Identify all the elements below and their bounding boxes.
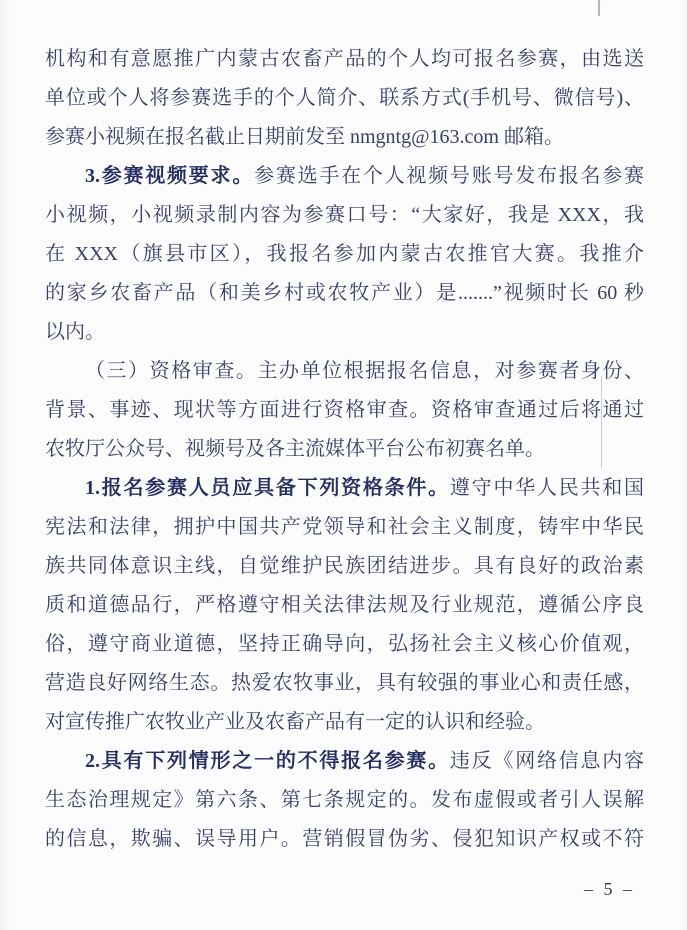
text-line: 以内。	[45, 321, 105, 343]
text-line: 农牧厅公众号、视频号及各主流媒体平台公布初赛名单。	[45, 438, 545, 460]
text-line: 小视频，小视频录制内容为参赛口号：“大家好，我是 XXX，我	[45, 204, 644, 226]
text-line: 1.报名参赛人员应具备下列资格条件。遵守中华人民共和国	[85, 477, 644, 499]
text-line: 族共同体意识主线，自觉维护民族团结进步。具有良好的政治素	[45, 555, 644, 577]
text-line: 3.参赛视频要求。参赛选手在个人视频号账号发布报名参赛	[85, 165, 644, 187]
text-line: 在 XXX（旗县市区），我报名参加内蒙古农推官大赛。我推介	[45, 243, 644, 265]
text-line: 生态治理规定》第六条、第七条规定的。发布虚假或者引人误解	[45, 789, 644, 811]
paragraph	[45, 40, 644, 157]
scan-edge-shading-left	[0, 0, 10, 930]
text-line: 质和道德品行，严格遵守相关法律法规及行业规范，遵循公序良	[45, 594, 644, 616]
paragraph	[45, 157, 644, 352]
page-number: – 5 –	[584, 879, 635, 899]
paragraph-bold-lead: 1.报名参赛人员应具备下列资格条件。	[85, 477, 450, 499]
scan-artifact-line-top	[598, 0, 600, 16]
text-line: 参赛小视频在报名截止日期前发至 nmgntg@163.com 邮箱。	[45, 126, 564, 148]
text-line: 营造良好网络生态。热爱农牧事业，具有较强的事业心和责任感，	[45, 672, 644, 694]
text-line: 单位或个人将参赛选手的个人简介、联系方式(手机号、微信号)、	[45, 87, 644, 109]
text-line: （三）资格审查。主办单位根据报名信息，对参赛者身份、	[85, 360, 644, 382]
text-line: 宪法和法律，拥护中国共产党领导和社会主义制度，铸牢中华民	[45, 516, 644, 538]
document-body	[45, 40, 644, 859]
paragraph	[45, 742, 644, 859]
paragraph	[45, 469, 644, 742]
paragraph	[45, 352, 644, 469]
paragraph-bold-lead: 2.具有下列情形之一的不得报名参赛。	[85, 750, 450, 772]
text-line: 对宣传推广农牧业产业及农畜产品有一定的认识和经验。	[45, 711, 545, 733]
text-line: 2.具有下列情形之一的不得报名参赛。违反《网络信息内容	[85, 750, 644, 772]
paragraph-bold-lead: 3.参赛视频要求。	[85, 165, 255, 187]
text-line: 机构和有意愿推广内蒙古农畜产品的个人均可报名参赛，由选送	[45, 48, 644, 70]
text-line: 背景、事迹、现状等方面进行资格审查。资格审查通过后将通过	[45, 399, 644, 421]
text-line: 俗，遵守商业道德，坚持正确导向，弘扬社会主义核心价值观，	[45, 633, 644, 655]
scan-edge-shading-right	[681, 0, 687, 930]
text-line: 的家乡农畜产品（和美乡村或农牧产业）是.......”视频时长 60 秒	[45, 282, 644, 304]
text-line: 的信息，欺骗、误导用户。营销假冒伪劣、侵犯知识产权或不符	[45, 828, 644, 850]
